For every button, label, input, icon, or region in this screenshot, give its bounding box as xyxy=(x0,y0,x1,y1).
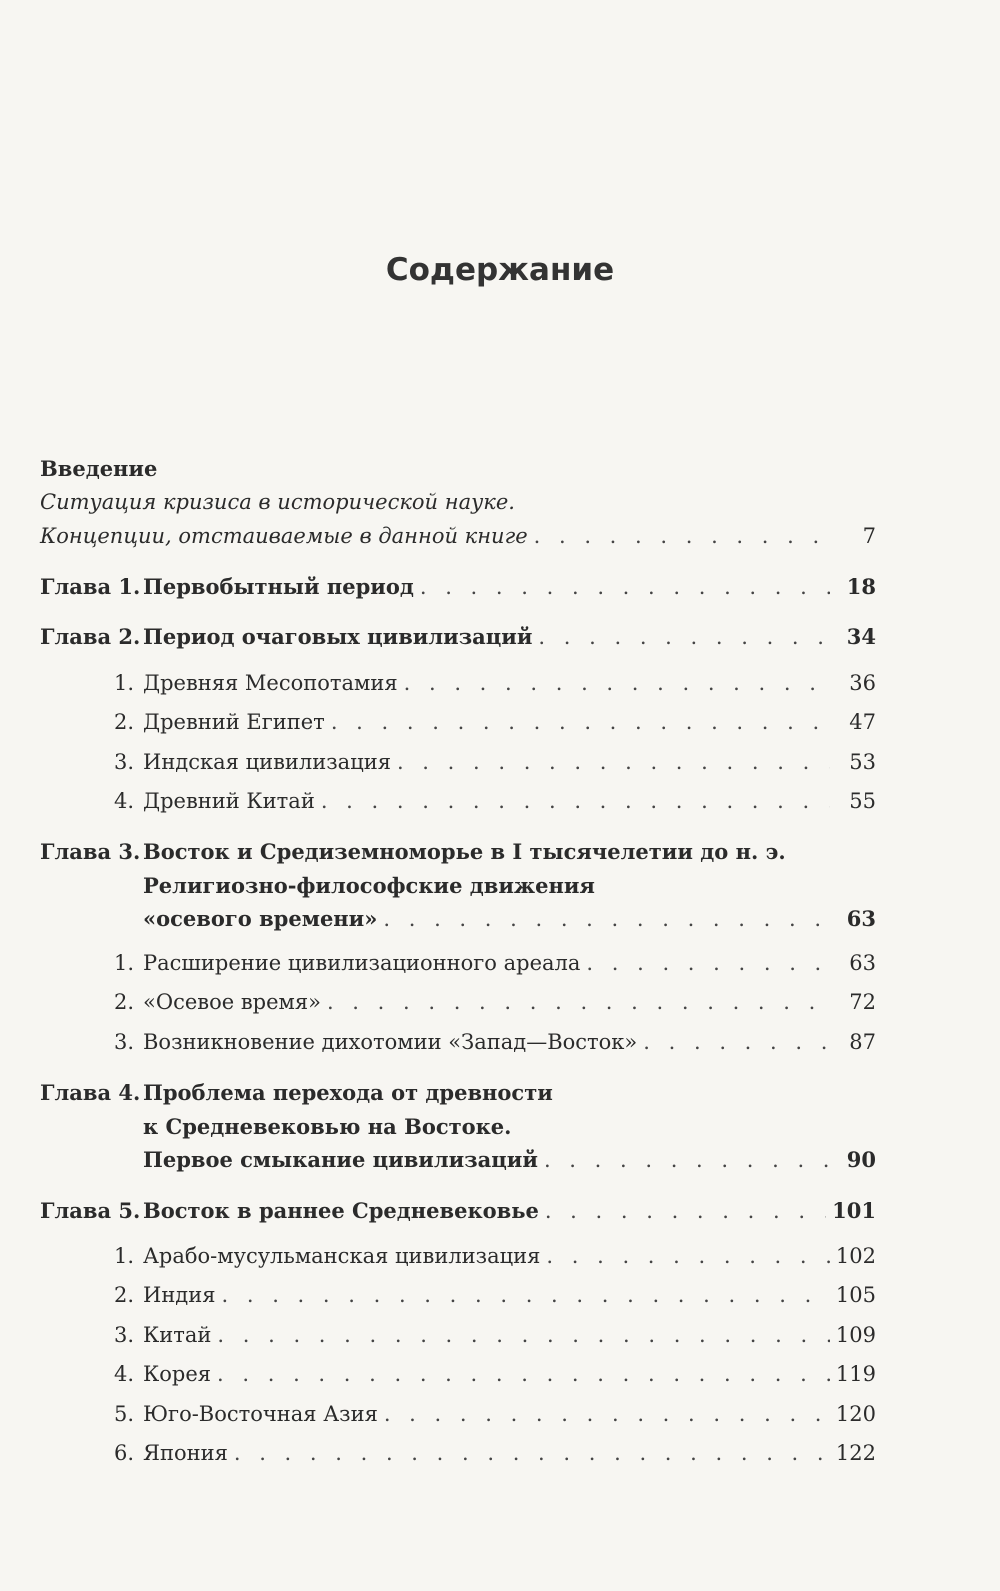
toc-section xyxy=(40,707,876,737)
toc-section xyxy=(40,1241,876,1271)
toc-chapter-3-line-2 xyxy=(40,871,876,901)
toc-entry-title: Возникновение дихотомии «Запад—Восток» xyxy=(143,1030,638,1054)
section-number: 1. xyxy=(114,671,135,695)
toc-chapter-4 xyxy=(40,1078,876,1108)
toc-entry-title: Концепции, отстаиваемые в данной книге xyxy=(40,524,528,548)
toc-entry-title: Индская цивилизация xyxy=(143,750,391,774)
dot-leader xyxy=(538,622,830,652)
dot-leader xyxy=(420,572,830,602)
toc-section xyxy=(40,1320,876,1350)
chapter-label: Глава 1. xyxy=(40,574,141,599)
toc-page-number: 101 xyxy=(832,1198,876,1223)
dot-leader xyxy=(384,1399,830,1429)
dot-leader xyxy=(234,1438,830,1468)
toc-entry-title: Ситуация кризиса в исторической науке. xyxy=(40,490,515,514)
toc-intro-title xyxy=(40,454,876,484)
toc-page-number: 53 xyxy=(849,750,876,774)
section-number: 3. xyxy=(114,750,135,774)
toc-entry-title: Период очаговых цивилизаций xyxy=(143,624,533,649)
toc-entry-title: «Осевое время» xyxy=(143,990,321,1014)
toc-entry-title: Китай xyxy=(143,1323,212,1347)
dot-leader xyxy=(327,987,830,1017)
toc-chapter-2 xyxy=(40,622,876,652)
toc-section xyxy=(40,987,876,1017)
section-number: 2. xyxy=(114,990,135,1014)
toc-page-number: 63 xyxy=(849,951,876,975)
section-number: 1. xyxy=(114,951,135,975)
toc-section xyxy=(40,1280,876,1310)
dot-leader xyxy=(383,904,830,934)
dot-leader xyxy=(586,948,830,978)
toc-chapter-1 xyxy=(40,572,876,602)
toc-entry-title: Древний Китай xyxy=(143,789,315,813)
toc-entry-title: Древний Египет xyxy=(143,710,325,734)
toc-entry-title: Индия xyxy=(143,1283,216,1307)
section-number: 5. xyxy=(114,1402,135,1426)
toc-page-number: 119 xyxy=(835,1362,876,1386)
section-number: 2. xyxy=(114,710,135,734)
section-number: 3. xyxy=(114,1323,135,1347)
toc-chapter-5 xyxy=(40,1196,876,1226)
chapter-label: Глава 2. xyxy=(40,624,141,649)
toc-entry-title: Корея xyxy=(143,1362,212,1386)
toc-entry-title: Восток в раннее Средневековье xyxy=(143,1198,539,1223)
chapter-label: Глава 5. xyxy=(40,1198,141,1223)
chapter-label: Глава 3. xyxy=(40,839,141,864)
toc-page-number: 7 xyxy=(862,524,876,548)
dot-leader xyxy=(397,747,830,777)
dot-leader xyxy=(534,521,830,551)
toc-entry-title: Первобытный период xyxy=(143,574,414,599)
section-number: 4. xyxy=(114,1362,135,1386)
page-title: Содержание xyxy=(385,252,615,288)
toc-page-number: 109 xyxy=(835,1323,876,1347)
toc-page-number: 120 xyxy=(835,1402,876,1426)
toc-entry-title: Первое смыкание цивилизаций xyxy=(143,1147,538,1172)
toc-section xyxy=(40,1438,876,1468)
toc-section xyxy=(40,1027,876,1057)
dot-leader xyxy=(222,1280,830,1310)
toc-section xyxy=(40,1399,876,1429)
toc-page-number: 102 xyxy=(835,1244,876,1268)
toc-page-number: 72 xyxy=(849,990,876,1014)
toc-entry-title: Введение xyxy=(40,456,158,481)
toc-section xyxy=(40,1359,876,1389)
toc-entry-title: Арабо-мусульманская цивилизация xyxy=(143,1244,541,1268)
toc-page-number: 63 xyxy=(846,906,876,931)
section-number: 4. xyxy=(114,789,135,813)
toc-chapter-4-line-3 xyxy=(40,1145,876,1175)
toc-entry-title: «осевого времени» xyxy=(143,906,378,931)
section-number: 1. xyxy=(114,1244,135,1268)
dot-leader xyxy=(643,1027,830,1057)
toc-section xyxy=(40,786,876,816)
toc-intro-entry xyxy=(40,521,876,551)
toc-page-number: 36 xyxy=(849,671,876,695)
toc-entry-title: Древняя Месопотамия xyxy=(143,671,398,695)
toc-page-number: 87 xyxy=(849,1030,876,1054)
toc-entry-title: Восток и Средиземноморье в I тысячелетии до н. э. xyxy=(143,839,786,864)
toc-chapter-4-line-2 xyxy=(40,1112,876,1142)
toc-entry-title: к Средневековью на Востоке. xyxy=(143,1114,512,1139)
dot-leader xyxy=(217,1320,830,1350)
toc-entry-title: Япония xyxy=(143,1441,228,1465)
dot-leader xyxy=(404,668,830,698)
toc-section xyxy=(40,747,876,777)
toc-intro-subtitle xyxy=(40,487,876,517)
dot-leader xyxy=(217,1359,830,1389)
toc-page-number: 47 xyxy=(849,710,876,734)
section-number: 3. xyxy=(114,1030,135,1054)
chapter-label: Глава 4. xyxy=(40,1080,141,1105)
toc-page-number: 18 xyxy=(846,574,876,599)
toc-page-number: 105 xyxy=(835,1283,876,1307)
dot-leader xyxy=(544,1145,830,1175)
dot-leader xyxy=(545,1196,826,1226)
toc-entry-title: Проблема перехода от древности xyxy=(143,1080,553,1105)
section-number: 6. xyxy=(114,1441,135,1465)
toc-page-number: 122 xyxy=(835,1441,876,1465)
toc-entry-title: Юго-Восточная Азия xyxy=(143,1402,378,1426)
dot-leader xyxy=(321,786,830,816)
toc-page-number: 90 xyxy=(846,1147,876,1172)
toc-section xyxy=(40,948,876,978)
toc-entry-title: Расширение цивилизационного ареала xyxy=(143,951,581,975)
dot-leader xyxy=(546,1241,830,1271)
section-number: 2. xyxy=(114,1283,135,1307)
toc-page-number: 34 xyxy=(846,624,876,649)
dot-leader xyxy=(331,707,830,737)
toc-page-number: 55 xyxy=(849,789,876,813)
toc-chapter-3 xyxy=(40,837,876,867)
toc-section xyxy=(40,668,876,698)
toc-chapter-3-line-3 xyxy=(40,904,876,934)
toc-entry-title: Религиозно-философские движения xyxy=(143,873,595,898)
